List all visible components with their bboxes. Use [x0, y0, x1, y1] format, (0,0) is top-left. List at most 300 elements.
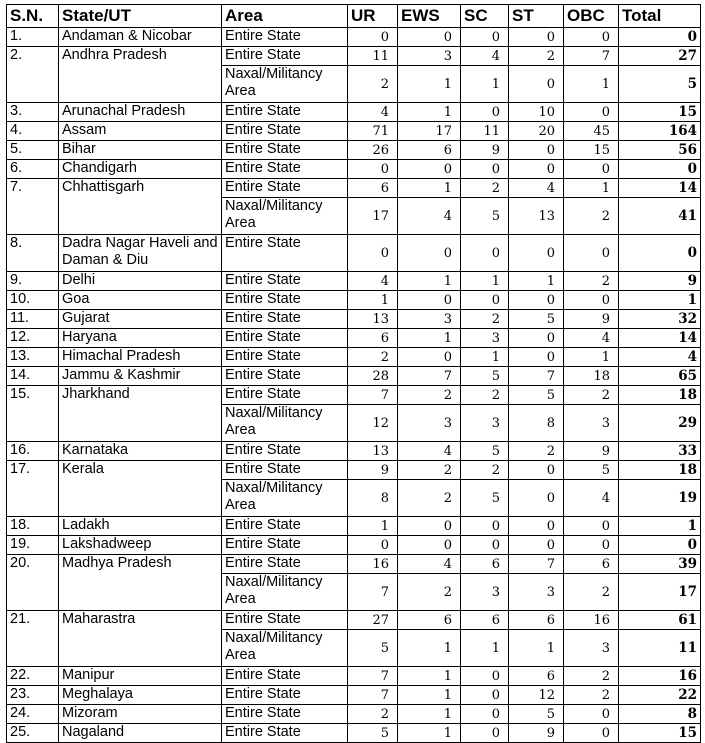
sn-cell: 21.: [7, 611, 59, 667]
area-cell: Entire State: [222, 461, 348, 480]
area-cell: Entire State: [222, 291, 348, 310]
ews-cell: 1: [398, 667, 461, 686]
area-cell: Entire State: [222, 141, 348, 160]
sc-cell: 1: [461, 66, 509, 103]
sn-cell: 11.: [7, 310, 59, 329]
sc-cell: 1: [461, 630, 509, 667]
total-cell: 18: [619, 461, 701, 480]
area-cell: Entire State: [222, 386, 348, 405]
ur-cell: 4: [348, 272, 398, 291]
sc-cell: 2: [461, 461, 509, 480]
ews-cell: 2: [398, 574, 461, 611]
obc-cell: 2: [564, 272, 619, 291]
sc-cell: 5: [461, 198, 509, 235]
st-cell: 10: [509, 103, 564, 122]
ur-cell: 1: [348, 517, 398, 536]
ur-cell: 13: [348, 442, 398, 461]
sc-cell: 4: [461, 47, 509, 66]
area-cell: Entire State: [222, 122, 348, 141]
ur-cell: 6: [348, 179, 398, 198]
st-cell: 0: [509, 480, 564, 517]
state-cell: Chandigarh: [59, 160, 222, 179]
obc-cell: 0: [564, 28, 619, 47]
state-cell: Ladakh: [59, 517, 222, 536]
total-cell: 65: [619, 367, 701, 386]
obc-cell: 18: [564, 367, 619, 386]
ews-cell: 0: [398, 160, 461, 179]
total-cell: 27: [619, 47, 701, 66]
ur-cell: 16: [348, 555, 398, 574]
sc-cell: 0: [461, 705, 509, 724]
area-cell: Entire State: [222, 28, 348, 47]
area-cell: Entire State: [222, 103, 348, 122]
total-cell: 9: [619, 272, 701, 291]
total-cell: 1: [619, 517, 701, 536]
total-cell: 0: [619, 28, 701, 47]
st-cell: 0: [509, 348, 564, 367]
table-row: [7, 103, 701, 122]
ews-cell: 1: [398, 686, 461, 705]
area-cell: Entire State: [222, 179, 348, 198]
ur-cell: 0: [348, 160, 398, 179]
st-cell: 4: [509, 179, 564, 198]
obc-cell: 9: [564, 310, 619, 329]
total-cell: 33: [619, 442, 701, 461]
st-cell: 12: [509, 686, 564, 705]
sc-cell: 0: [461, 103, 509, 122]
state-cell: Kerala: [59, 461, 222, 517]
area-cell: Entire State: [222, 367, 348, 386]
total-cell: 29: [619, 405, 701, 442]
sc-cell: 2: [461, 386, 509, 405]
header-obc: OBC: [564, 5, 619, 28]
ews-cell: 7: [398, 367, 461, 386]
obc-cell: 2: [564, 686, 619, 705]
st-cell: 20: [509, 122, 564, 141]
sn-cell: 17.: [7, 461, 59, 517]
sc-cell: 0: [461, 724, 509, 743]
state-cell: Maharastra: [59, 611, 222, 667]
area-cell: Entire State: [222, 348, 348, 367]
sc-cell: 6: [461, 555, 509, 574]
sn-cell: 18.: [7, 517, 59, 536]
sc-cell: 5: [461, 367, 509, 386]
sc-cell: 3: [461, 574, 509, 611]
table-row: [7, 686, 701, 705]
state-cell: Nagaland: [59, 724, 222, 743]
st-cell: 9: [509, 724, 564, 743]
ur-cell: 5: [348, 724, 398, 743]
obc-cell: 3: [564, 405, 619, 442]
table-row: [7, 235, 701, 272]
sc-cell: 0: [461, 28, 509, 47]
ews-cell: 3: [398, 310, 461, 329]
sn-cell: 20.: [7, 555, 59, 611]
obc-cell: 0: [564, 160, 619, 179]
sn-cell: 5.: [7, 141, 59, 160]
state-cell: Andaman & Nicobar: [59, 28, 222, 47]
sc-cell: 2: [461, 179, 509, 198]
total-cell: 164: [619, 122, 701, 141]
sn-cell: 10.: [7, 291, 59, 310]
sn-cell: 1.: [7, 28, 59, 47]
ur-cell: 13: [348, 310, 398, 329]
area-cell: Entire State: [222, 272, 348, 291]
table-row: [7, 310, 701, 329]
header-sn: S.N.: [7, 5, 59, 28]
ews-cell: 0: [398, 28, 461, 47]
sn-cell: 24.: [7, 705, 59, 724]
sc-cell: 11: [461, 122, 509, 141]
area-cell: Naxal/Militancy Area: [222, 630, 348, 667]
table-row: [7, 667, 701, 686]
obc-cell: 7: [564, 47, 619, 66]
ews-cell: 1: [398, 724, 461, 743]
state-cell: Jharkhand: [59, 386, 222, 442]
ews-cell: 4: [398, 198, 461, 235]
st-cell: 0: [509, 235, 564, 272]
state-cell: Assam: [59, 122, 222, 141]
ews-cell: 0: [398, 517, 461, 536]
total-cell: 41: [619, 198, 701, 235]
state-cell: Mizoram: [59, 705, 222, 724]
table-row: [7, 517, 701, 536]
total-cell: 56: [619, 141, 701, 160]
obc-cell: 0: [564, 291, 619, 310]
area-cell: Entire State: [222, 160, 348, 179]
st-cell: 0: [509, 517, 564, 536]
obc-cell: 16: [564, 611, 619, 630]
state-cell: Dadra Nagar Haveli and Daman & Diu: [59, 235, 222, 272]
obc-cell: 4: [564, 480, 619, 517]
total-cell: 32: [619, 310, 701, 329]
total-cell: 4: [619, 348, 701, 367]
table-row: [7, 179, 701, 198]
table-row: [7, 536, 701, 555]
ews-cell: 1: [398, 705, 461, 724]
area-cell: Entire State: [222, 611, 348, 630]
total-cell: 22: [619, 686, 701, 705]
obc-cell: 15: [564, 141, 619, 160]
header-ews: EWS: [398, 5, 461, 28]
table-row: [7, 367, 701, 386]
state-cell: Goa: [59, 291, 222, 310]
obc-cell: 6: [564, 555, 619, 574]
sc-cell: 5: [461, 442, 509, 461]
sc-cell: 0: [461, 667, 509, 686]
sc-cell: 0: [461, 686, 509, 705]
obc-cell: 5: [564, 461, 619, 480]
total-cell: 11: [619, 630, 701, 667]
obc-cell: 0: [564, 235, 619, 272]
state-cell: Delhi: [59, 272, 222, 291]
ews-cell: 0: [398, 348, 461, 367]
total-cell: 15: [619, 103, 701, 122]
ur-cell: 9: [348, 461, 398, 480]
total-cell: 0: [619, 160, 701, 179]
header-st: ST: [509, 5, 564, 28]
ews-cell: 1: [398, 329, 461, 348]
st-cell: 7: [509, 555, 564, 574]
table-row: [7, 122, 701, 141]
sn-cell: 16.: [7, 442, 59, 461]
ur-cell: 11: [348, 47, 398, 66]
st-cell: 5: [509, 310, 564, 329]
table-row: [7, 141, 701, 160]
ews-cell: 1: [398, 179, 461, 198]
ur-cell: 17: [348, 198, 398, 235]
table-row: [7, 705, 701, 724]
state-cell: Arunachal Pradesh: [59, 103, 222, 122]
ews-cell: 1: [398, 66, 461, 103]
st-cell: 0: [509, 329, 564, 348]
state-cell: Andhra Pradesh: [59, 47, 222, 103]
ur-cell: 1: [348, 291, 398, 310]
sn-cell: 7.: [7, 179, 59, 235]
sc-cell: 3: [461, 329, 509, 348]
ews-cell: 2: [398, 461, 461, 480]
ews-cell: 17: [398, 122, 461, 141]
ur-cell: 4: [348, 103, 398, 122]
total-cell: 39: [619, 555, 701, 574]
area-cell: Entire State: [222, 724, 348, 743]
sc-cell: 9: [461, 141, 509, 160]
st-cell: 5: [509, 705, 564, 724]
ur-cell: 8: [348, 480, 398, 517]
st-cell: 2: [509, 442, 564, 461]
obc-cell: 2: [564, 667, 619, 686]
obc-cell: 1: [564, 348, 619, 367]
state-cell: Madhya Pradesh: [59, 555, 222, 611]
sc-cell: 6: [461, 611, 509, 630]
vacancy-table: [6, 4, 701, 743]
st-cell: 5: [509, 386, 564, 405]
st-cell: 13: [509, 198, 564, 235]
header-area: Area: [222, 5, 348, 28]
state-cell: Chhattisgarh: [59, 179, 222, 235]
st-cell: 0: [509, 461, 564, 480]
state-cell: Manipur: [59, 667, 222, 686]
ews-cell: 1: [398, 630, 461, 667]
sn-cell: 3.: [7, 103, 59, 122]
header-state: State/UT: [59, 5, 222, 28]
area-cell: Entire State: [222, 517, 348, 536]
total-cell: 19: [619, 480, 701, 517]
sn-cell: 15.: [7, 386, 59, 442]
obc-cell: 4: [564, 329, 619, 348]
area-cell: Entire State: [222, 47, 348, 66]
st-cell: 6: [509, 667, 564, 686]
header-sc: SC: [461, 5, 509, 28]
sn-cell: 2.: [7, 47, 59, 103]
obc-cell: 1: [564, 179, 619, 198]
st-cell: 1: [509, 630, 564, 667]
ews-cell: 2: [398, 480, 461, 517]
state-cell: Gujarat: [59, 310, 222, 329]
st-cell: 0: [509, 141, 564, 160]
sc-cell: 0: [461, 235, 509, 272]
area-cell: Naxal/Militancy Area: [222, 66, 348, 103]
st-cell: 0: [509, 66, 564, 103]
ur-cell: 28: [348, 367, 398, 386]
ur-cell: 0: [348, 28, 398, 47]
obc-cell: 3: [564, 630, 619, 667]
area-cell: Entire State: [222, 442, 348, 461]
table-row: [7, 724, 701, 743]
sn-cell: 25.: [7, 724, 59, 743]
sc-cell: 3: [461, 405, 509, 442]
header-ur: UR: [348, 5, 398, 28]
st-cell: 2: [509, 47, 564, 66]
table-row: [7, 461, 701, 480]
obc-cell: 1: [564, 66, 619, 103]
ews-cell: 0: [398, 291, 461, 310]
state-cell: Himachal Pradesh: [59, 348, 222, 367]
st-cell: 1: [509, 272, 564, 291]
obc-cell: 0: [564, 517, 619, 536]
ews-cell: 4: [398, 442, 461, 461]
ur-cell: 7: [348, 686, 398, 705]
table-row: [7, 291, 701, 310]
ur-cell: 12: [348, 405, 398, 442]
st-cell: 0: [509, 28, 564, 47]
area-cell: Naxal/Militancy Area: [222, 198, 348, 235]
table-row: [7, 611, 701, 630]
sc-cell: 0: [461, 160, 509, 179]
area-cell: Entire State: [222, 667, 348, 686]
table-row: [7, 442, 701, 461]
st-cell: 0: [509, 160, 564, 179]
ews-cell: 0: [398, 536, 461, 555]
total-cell: 14: [619, 179, 701, 198]
ews-cell: 1: [398, 103, 461, 122]
ur-cell: 0: [348, 536, 398, 555]
ur-cell: 71: [348, 122, 398, 141]
sc-cell: 0: [461, 517, 509, 536]
ur-cell: 26: [348, 141, 398, 160]
sn-cell: 14.: [7, 367, 59, 386]
sc-cell: 5: [461, 480, 509, 517]
table-row: [7, 47, 701, 66]
area-cell: Entire State: [222, 536, 348, 555]
ur-cell: 7: [348, 667, 398, 686]
state-cell: Bihar: [59, 141, 222, 160]
table-row: [7, 555, 701, 574]
table-row: [7, 348, 701, 367]
ur-cell: 7: [348, 574, 398, 611]
obc-cell: 0: [564, 536, 619, 555]
obc-cell: 0: [564, 724, 619, 743]
st-cell: 0: [509, 291, 564, 310]
table-row: [7, 272, 701, 291]
sn-cell: 9.: [7, 272, 59, 291]
area-cell: Naxal/Militancy Area: [222, 405, 348, 442]
obc-cell: 9: [564, 442, 619, 461]
area-cell: Entire State: [222, 310, 348, 329]
ews-cell: 0: [398, 235, 461, 272]
st-cell: 8: [509, 405, 564, 442]
state-cell: Karnataka: [59, 442, 222, 461]
ur-cell: 7: [348, 386, 398, 405]
state-cell: Meghalaya: [59, 686, 222, 705]
total-cell: 15: [619, 724, 701, 743]
sn-cell: 19.: [7, 536, 59, 555]
ur-cell: 2: [348, 705, 398, 724]
total-cell: 0: [619, 235, 701, 272]
total-cell: 18: [619, 386, 701, 405]
area-cell: Entire State: [222, 705, 348, 724]
st-cell: 7: [509, 367, 564, 386]
sn-cell: 8.: [7, 235, 59, 272]
total-cell: 17: [619, 574, 701, 611]
area-cell: Naxal/Militancy Area: [222, 480, 348, 517]
sc-cell: 0: [461, 291, 509, 310]
area-cell: Entire State: [222, 329, 348, 348]
ews-cell: 1: [398, 272, 461, 291]
header-row: [7, 5, 701, 28]
sc-cell: 2: [461, 310, 509, 329]
state-cell: Lakshadweep: [59, 536, 222, 555]
ur-cell: 5: [348, 630, 398, 667]
sn-cell: 23.: [7, 686, 59, 705]
area-cell: Entire State: [222, 555, 348, 574]
obc-cell: 0: [564, 103, 619, 122]
sn-cell: 6.: [7, 160, 59, 179]
sc-cell: 1: [461, 348, 509, 367]
state-cell: Jammu & Kashmir: [59, 367, 222, 386]
obc-cell: 2: [564, 386, 619, 405]
total-cell: 61: [619, 611, 701, 630]
ews-cell: 3: [398, 47, 461, 66]
sc-cell: 1: [461, 272, 509, 291]
total-cell: 16: [619, 667, 701, 686]
ews-cell: 6: [398, 611, 461, 630]
st-cell: 0: [509, 536, 564, 555]
obc-cell: 2: [564, 574, 619, 611]
total-cell: 0: [619, 536, 701, 555]
sn-cell: 12.: [7, 329, 59, 348]
ews-cell: 3: [398, 405, 461, 442]
table-row: [7, 329, 701, 348]
area-cell: Entire State: [222, 686, 348, 705]
total-cell: 8: [619, 705, 701, 724]
ur-cell: 2: [348, 348, 398, 367]
state-cell: Haryana: [59, 329, 222, 348]
ur-cell: 27: [348, 611, 398, 630]
table-row: [7, 160, 701, 179]
ur-cell: 6: [348, 329, 398, 348]
obc-cell: 0: [564, 705, 619, 724]
st-cell: 6: [509, 611, 564, 630]
total-cell: 1: [619, 291, 701, 310]
ur-cell: 2: [348, 66, 398, 103]
area-cell: Naxal/Militancy Area: [222, 574, 348, 611]
header-total: Total: [619, 5, 701, 28]
sn-cell: 22.: [7, 667, 59, 686]
sc-cell: 0: [461, 536, 509, 555]
ur-cell: 0: [348, 235, 398, 272]
sn-cell: 4.: [7, 122, 59, 141]
table-row: [7, 386, 701, 405]
total-cell: 5: [619, 66, 701, 103]
total-cell: 14: [619, 329, 701, 348]
obc-cell: 2: [564, 198, 619, 235]
obc-cell: 45: [564, 122, 619, 141]
st-cell: 3: [509, 574, 564, 611]
ews-cell: 4: [398, 555, 461, 574]
table-row: [7, 28, 701, 47]
ews-cell: 2: [398, 386, 461, 405]
